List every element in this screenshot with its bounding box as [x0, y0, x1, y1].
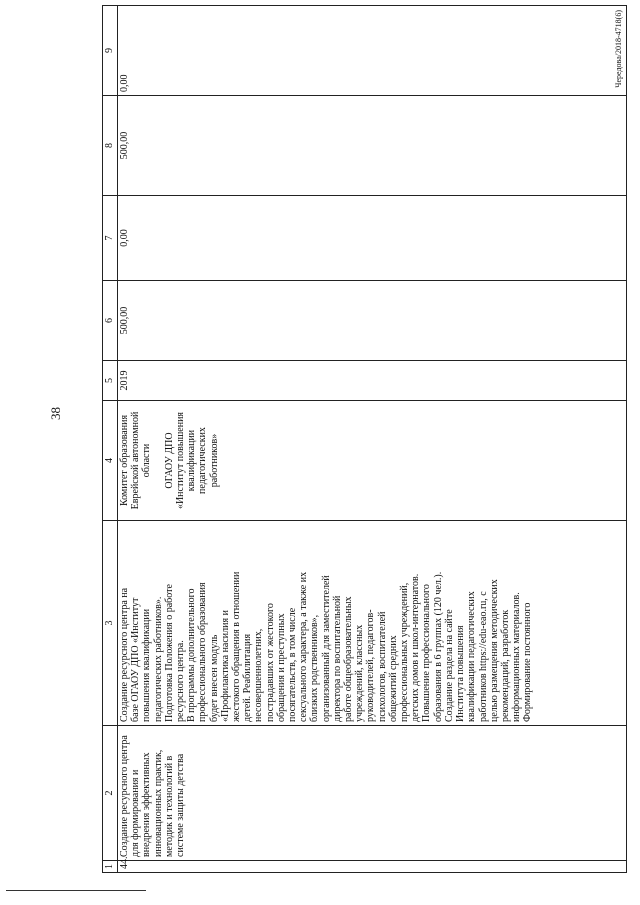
header-cell: 7	[103, 196, 118, 281]
header-cell: 9	[103, 6, 118, 96]
text-line: системе защиты детства	[175, 753, 187, 857]
header-cell: 3	[103, 521, 118, 726]
year-cell: 2019	[118, 361, 627, 401]
text-line: посягательств, в том числе	[287, 607, 299, 722]
text-line: повышения квалификации	[141, 608, 153, 722]
bottom-rule	[6, 890, 146, 891]
text-line: работе общеобразовательных	[343, 596, 355, 722]
amount-regional: 500,00	[118, 96, 627, 196]
activity-description	[118, 521, 627, 726]
text-line: сексуального характера, а также их	[298, 571, 310, 722]
text-line: Института повышения	[455, 625, 467, 722]
text-line: пострадавших от жестокого	[264, 603, 276, 722]
text-line: Подготовка Положения о работе	[163, 584, 175, 722]
text-line: несовершеннолетних,	[253, 628, 265, 722]
text-line: директора по воспитательной	[331, 595, 343, 722]
text-line: «Институт повышения	[175, 411, 186, 510]
amount-federal: 0,00	[118, 196, 627, 281]
text-line: учреждений, классных	[354, 624, 366, 722]
text-line: работников https://edu-eao.ru, с	[477, 591, 489, 722]
text-line: методик и технологий в	[163, 755, 175, 857]
text-line: детей. Реабилитация	[242, 633, 254, 722]
text-line: квалификации	[186, 429, 198, 492]
text-line: для формирования и	[130, 769, 142, 857]
text-line: В программы дополнительного	[186, 588, 198, 722]
text-line: профессиональных учреждений,	[399, 582, 411, 722]
text-line: жестокого обращения в отношении	[231, 571, 243, 722]
header-cell: 2	[103, 726, 118, 861]
text-line: внедрения эффективных	[141, 752, 153, 857]
text-line: Формирование постоянного	[522, 602, 534, 722]
text-line: обращения и преступных	[275, 613, 287, 722]
text-line: квалификации педагогических	[466, 591, 478, 722]
text-line: информационных материалов.	[511, 592, 523, 722]
text-line: работников»	[208, 433, 220, 488]
amount-other: 0,00	[118, 6, 627, 96]
text-line: Повышение профессионального	[421, 584, 433, 722]
header-cell: 6	[103, 281, 118, 361]
text-line: педагогических работников».	[152, 596, 164, 722]
row-number: 44.	[118, 861, 627, 873]
amount-total: 500,00	[118, 281, 627, 361]
executor-2	[164, 404, 220, 517]
responsible-executors	[118, 401, 627, 521]
text-line: близких родственников»,	[309, 614, 321, 722]
text-line: будет внесен модуль	[208, 634, 220, 722]
text-line: организованный для заместителей	[320, 575, 332, 722]
text-line: Еврейской автономной	[130, 411, 142, 510]
text-line: руководителей, педагогов-	[365, 609, 377, 722]
text-line: инновационных практик,	[152, 749, 164, 857]
text-line: Комитет образования	[119, 414, 130, 507]
text-line: Создание раздела на сайте	[443, 609, 455, 722]
text-line: рекомендаций, разработок	[499, 609, 511, 722]
header-cell: 4	[103, 401, 118, 521]
table-row	[118, 6, 627, 873]
text-line: профессионального образования	[197, 582, 209, 722]
text-line: детских домов и школ-интернатов.	[410, 573, 422, 722]
text-line: «Профилактика насилия и	[219, 610, 231, 722]
header-cell: 8	[103, 96, 118, 196]
executor-1	[119, 404, 153, 517]
page-number: 38	[48, 407, 63, 420]
activity-name-lines	[119, 729, 186, 857]
text-line: Создание ресурсного центра на	[119, 587, 130, 722]
header-cell: 5	[103, 361, 118, 401]
text-line: психологов, воспитателей	[376, 611, 388, 722]
header-cell: 1	[103, 861, 118, 873]
text-line: базе ОГАОУ ДПО «Институт	[130, 597, 142, 722]
document-stamp: Чередова/2018-4718(6)	[614, 10, 623, 88]
text-line: общежитий средних	[387, 635, 399, 722]
header-row	[103, 6, 118, 873]
text-line: образования в 6 группах (120 чел.).	[432, 571, 444, 722]
text-line: Создание ресурсного центра	[119, 735, 130, 857]
text-line: педагогических	[197, 427, 209, 494]
activity-name	[118, 726, 627, 861]
text-line: ресурсного центра.	[175, 640, 187, 722]
text-line: области	[141, 443, 153, 478]
text-line: ОГАОУ ДПО	[163, 432, 175, 489]
budget-table	[102, 5, 627, 873]
activity-description-lines	[119, 524, 534, 722]
text-line: целью размещения методических	[488, 579, 500, 722]
rotated-page	[102, 6, 627, 873]
